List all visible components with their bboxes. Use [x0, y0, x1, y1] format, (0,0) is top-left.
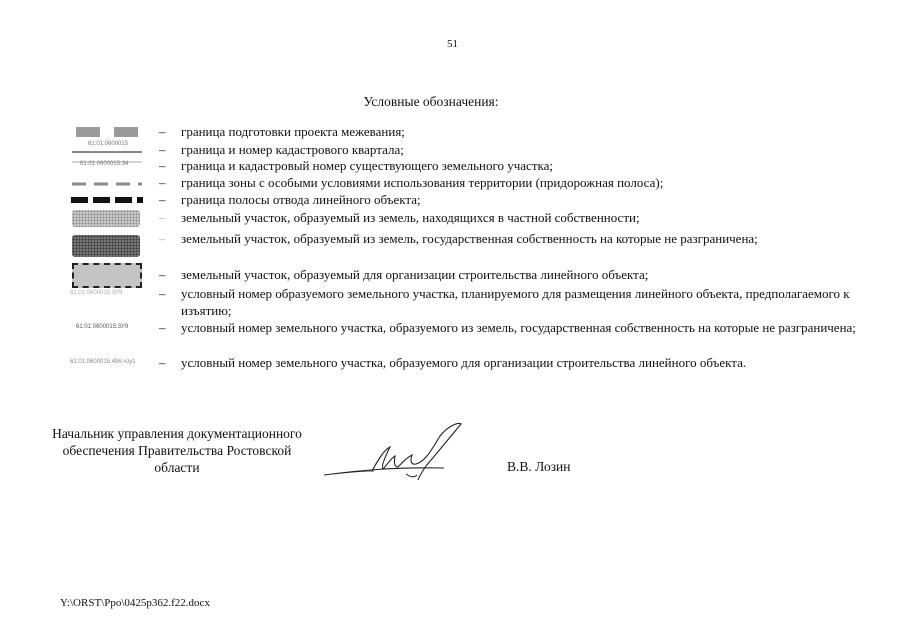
legend-item-text: граница и номер кадастрового квартала; — [181, 142, 404, 157]
private-plot-symbol — [72, 210, 140, 227]
symbol-label: 61:01:0600015:496:чзу1 — [70, 359, 136, 365]
symbol-label: 61:01:0600015:3У9 — [76, 324, 129, 330]
state-plot-symbol — [72, 235, 140, 257]
symbol-label: 61:01:0600015:34 — [80, 161, 129, 167]
file-path: Y:\ORST\Ppo\0425p362.f22.docx — [60, 597, 210, 609]
legend-item-text: граница зоны с особыми условиями использования территории (придорожная полоса); — [181, 175, 664, 190]
signatory-name: В.В. Лозин — [507, 459, 571, 474]
legend-title: Условные обозначения: — [363, 94, 499, 109]
legend-item-text: граница полосы отвода линейного объекта; — [181, 192, 421, 207]
project-boundary-symbol — [76, 126, 140, 138]
page-number: 51 — [447, 38, 458, 50]
legend-item-text: граница подготовки проекта межевания; — [181, 124, 405, 139]
legend-item-text: условный номер земельного участка, образуемого для организации строительства линейного объекта. — [181, 355, 747, 370]
legend-item-text: земельный участок, образуемый из земель, находящихся в частной собственности; — [181, 210, 640, 225]
linear-plot-symbol — [72, 263, 142, 288]
symbol-label: 61:01:0600015 — [88, 141, 129, 147]
existing-plot-symbol — [72, 158, 144, 172]
legend-item-text: земельный участок, образуемый для организации строительства линейного объекта; — [181, 267, 649, 282]
right-of-way-symbol — [71, 195, 145, 205]
handwritten-signature — [322, 420, 477, 488]
legend-item-text: условный номер земельного участка, образуемого из земель, государственная собственность на которые не разграничена; — [181, 320, 856, 335]
legend-item-text: граница и кадастровый номер существующего земельного участка; — [181, 158, 554, 173]
legend-item-text: условный номер образуемого земельного участка, планируемого для размещения линейного объекта, предполагаемого к изъятию; — [181, 286, 850, 318]
symbol-label: 61:01:0600015:3У9 — [70, 290, 123, 296]
special-zone-symbol — [72, 179, 144, 189]
signatory-position: Начальник управления документационного обеспечения Правительства Ростовской области — [52, 426, 302, 475]
legend-item-text: земельный участок, образуемый из земель, государственная собственность на которые не разграничена; — [181, 231, 758, 246]
